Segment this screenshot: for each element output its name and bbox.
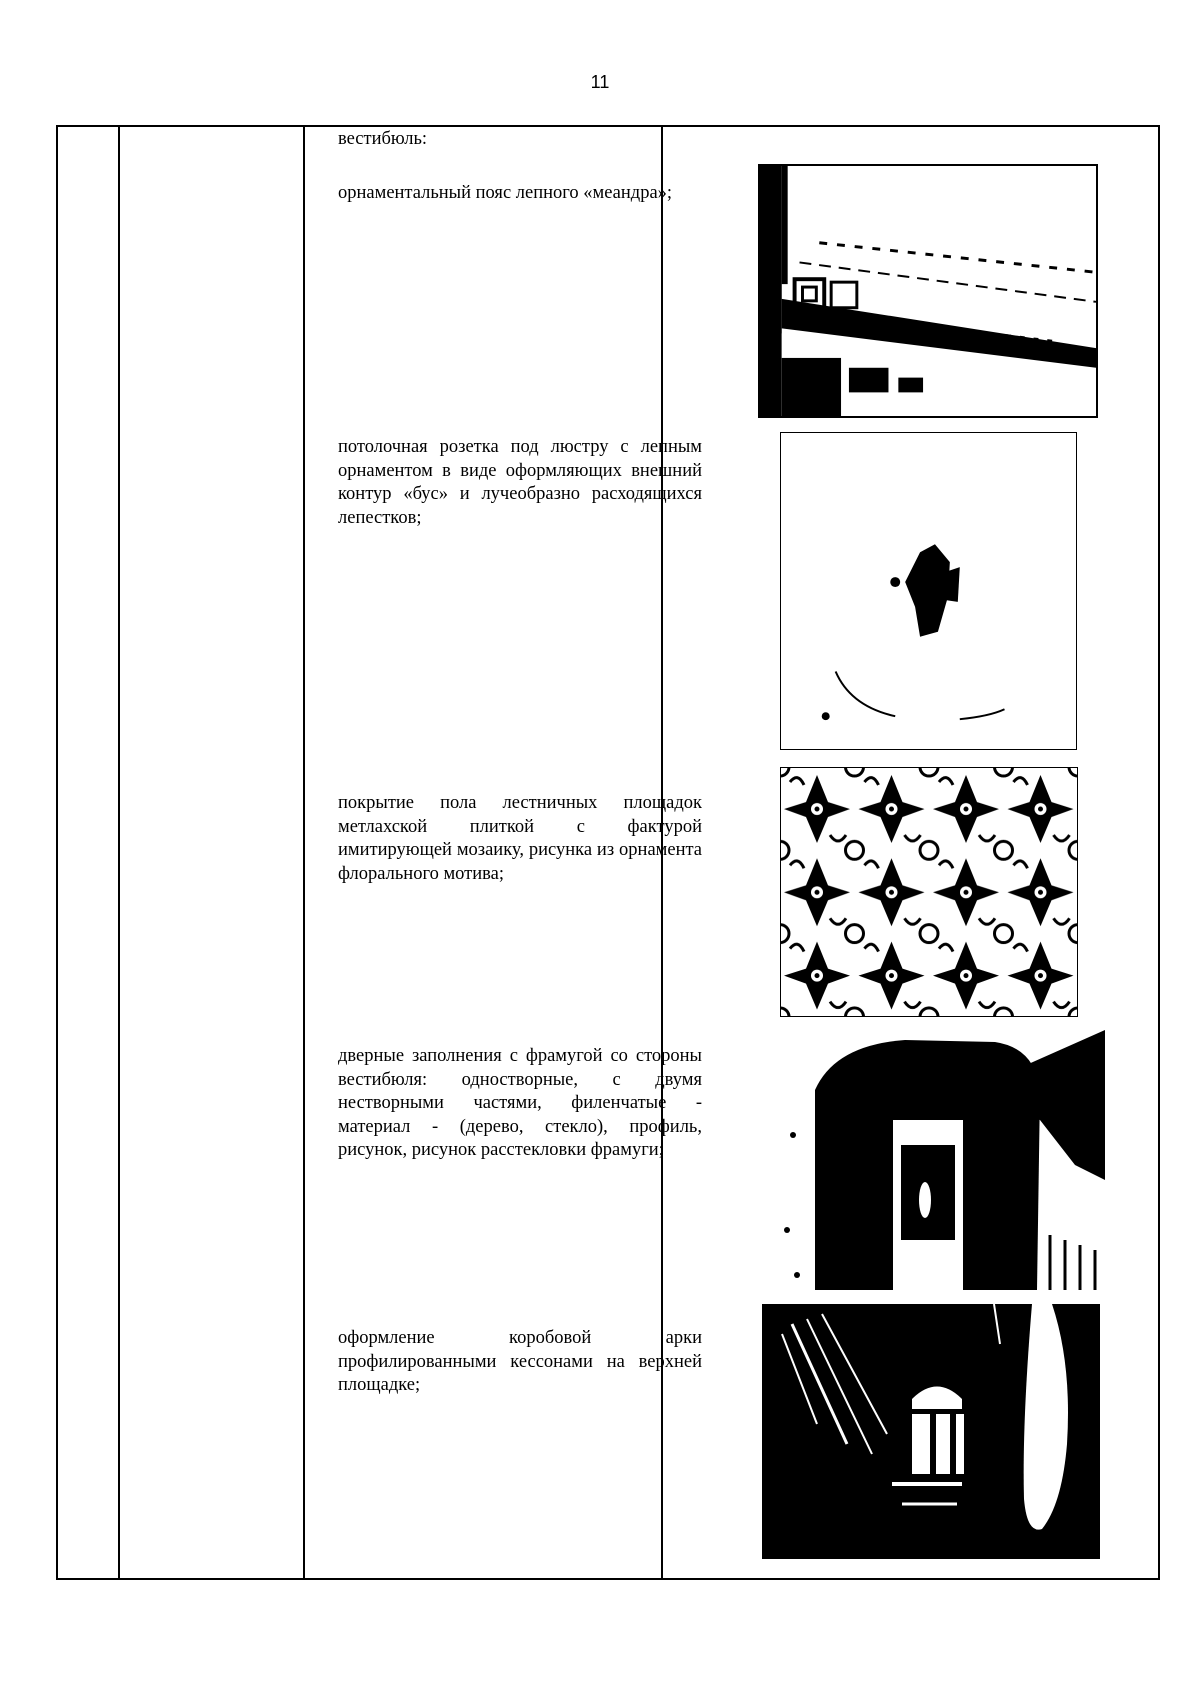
entry-text-rosette: потолочная розетка под люстру с лепным орнаментом в виде оформляющих внешний контур «бус» и лучеобразно расходящихся лепестков; bbox=[338, 437, 702, 528]
doorway-photo bbox=[775, 1030, 1105, 1290]
column-divider-1 bbox=[118, 127, 120, 1578]
ceiling-rosette-photo bbox=[780, 432, 1077, 750]
floral-tile-photo bbox=[780, 767, 1078, 1017]
entry-text-tile: покрытие пола лестничных площадок метлахской плиткой с фактурой имитирующей мозаику, рисунка из орнамента флорального мотива; bbox=[338, 793, 702, 884]
page-number: 11 bbox=[590, 72, 610, 92]
entry-text-meander: орнаментальный пояс лепного «меандра»; bbox=[338, 183, 673, 203]
column-divider-2 bbox=[303, 127, 305, 1578]
arch-coffers-photo bbox=[762, 1304, 1100, 1559]
entry-text-doors: дверные заполнения с фрамугой со стороны вестибюля: одностворные, с двумя нестворными частями, филенчатые - материал - (дерево, стекло), профиль, рисунок, рисунок расстекловки фрамуги; bbox=[338, 1046, 702, 1160]
meander-frieze-photo bbox=[758, 164, 1098, 418]
entry-text-arch: оформление коробовой арки профилированными кессонами на верхней площадке; bbox=[338, 1328, 702, 1395]
section-heading: вестибюль: bbox=[338, 129, 428, 149]
